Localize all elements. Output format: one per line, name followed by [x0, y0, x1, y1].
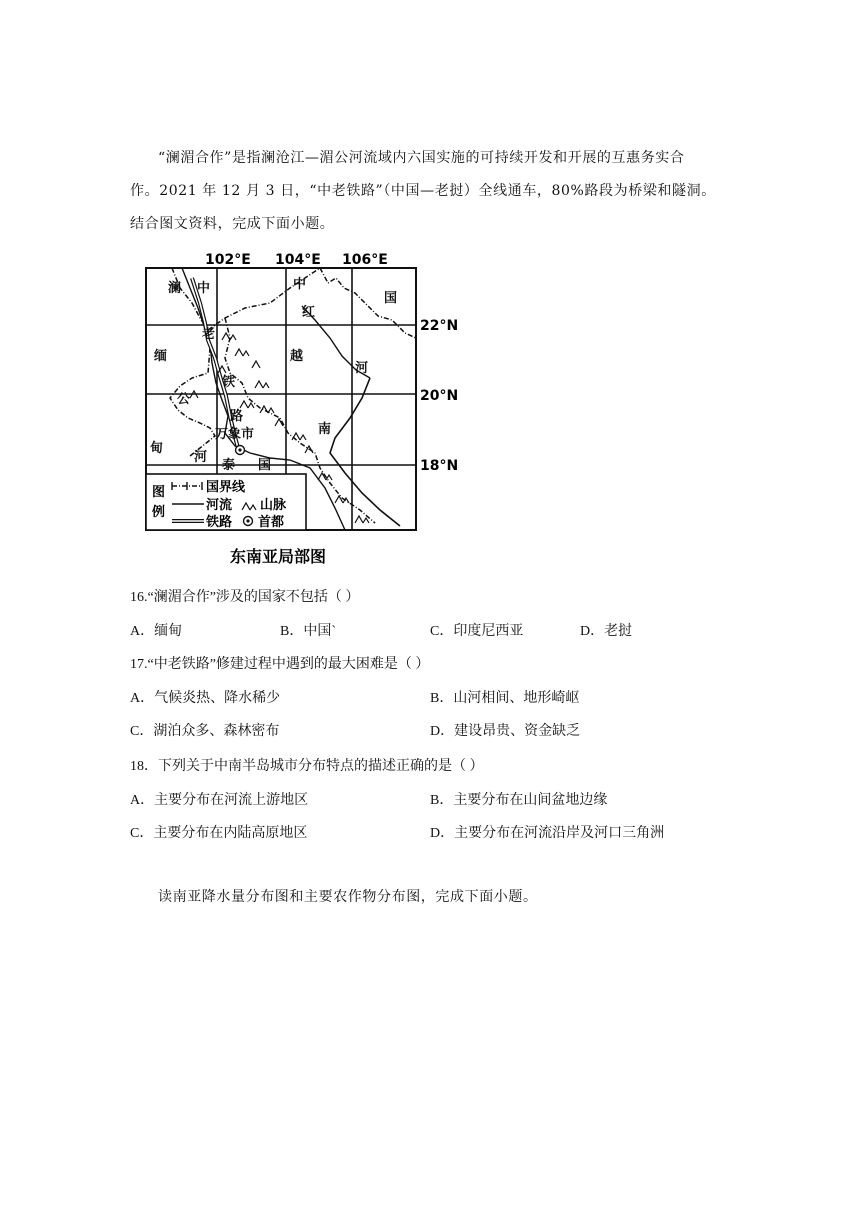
label-tie: 铁 — [222, 375, 236, 390]
lon-label-106: 106°E — [342, 252, 388, 268]
q16-option-a: A．缅甸 — [130, 624, 183, 639]
q17-option-a: A．气候炎热、降水稀少 — [130, 691, 281, 706]
label-gong: 公 — [177, 392, 191, 407]
label-lan: 澜 — [168, 281, 182, 296]
question-16-stem: 16.“澜湄合作”涉及的国家不包括（ ） — [130, 590, 360, 605]
q18-option-b: B．主要分布在山间盆地边缘 — [430, 793, 608, 808]
label-zhong-right: 中 — [293, 277, 307, 292]
label-lu: 路 — [230, 409, 244, 424]
intro-line-2: 作。2021 年 12 月 3 日，“中老铁路”（中国—老挝）全线通车，80%路段为桥梁和隧洞。 — [130, 183, 716, 199]
q16-option-b: B．中国` — [280, 624, 336, 639]
q18-option-c: C．主要分布在内陆高原地区 — [130, 826, 308, 841]
lon-label-102: 102°E — [205, 252, 251, 268]
legend-capital-label: 首都 — [258, 515, 285, 530]
label-mian: 缅 — [154, 349, 168, 364]
label-lao: 老 — [202, 327, 216, 342]
label-nan: 南 — [318, 422, 332, 437]
q16-option-d: D．老挝 — [580, 624, 633, 639]
label-guo: 国 — [384, 291, 398, 306]
label-yue: 越 — [290, 349, 304, 364]
legend-title-a: 图 — [152, 485, 166, 500]
label-tai: 泰 — [222, 458, 236, 473]
legend-border-label: 国界线 — [206, 480, 246, 495]
intro-line-1: “澜湄合作”是指澜沧江—湄公河流域内六国实施的可持续开发和开展的互惠务实合 — [158, 150, 685, 166]
question-18-stem: 18．下列关于中南半岛城市分布特点的描述正确的是（ ） — [130, 759, 484, 774]
q17-option-d: D．建设昂贵、资金缺乏 — [430, 724, 581, 739]
intro-line-3: 结合图文资料，完成下面小题。 — [130, 216, 335, 232]
lat-label-18: 18°N — [420, 458, 459, 474]
legend-title-b: 例 — [152, 505, 166, 520]
label-he-red: 河 — [355, 361, 369, 376]
intro-paragraph — [130, 142, 740, 241]
q18-option-a: A．主要分布在河流上游地区 — [130, 793, 309, 808]
coastline — [330, 378, 400, 526]
q17-option-b: B．山河相间、地形崎岖 — [430, 691, 580, 706]
map-legend — [146, 474, 306, 530]
label-hong: 红 — [302, 305, 316, 320]
legend-capital-symbol — [244, 517, 253, 526]
map-title: 东南亚局部图 — [230, 547, 327, 566]
label-he-mekong: 河 — [194, 450, 208, 465]
capital-marker-vientiane — [236, 446, 245, 455]
lat-label-22: 22°N — [420, 318, 459, 334]
next-section-intro — [130, 886, 538, 906]
lat-label-20: 20°N — [420, 388, 459, 404]
legend-river-label: 河流 — [206, 498, 233, 513]
question-17-stem: 17.“中老铁路”修建过程中遇到的最大困难是（ ） — [130, 657, 430, 672]
legend-railway-label: 铁路 — [206, 515, 233, 530]
label-dian: 甸 — [150, 441, 164, 456]
label-zhong-left: 中 — [197, 281, 211, 296]
q16-option-c: C．印度尼西亚 — [430, 624, 524, 639]
lon-label-104: 104°E — [275, 252, 321, 268]
q17-option-c: C．湖泊众多、森林密布 — [130, 724, 280, 739]
legend-mountain-label: 山脉 — [260, 498, 287, 513]
label-wanxiang: 万象市 — [215, 427, 255, 442]
label-guo-thai: 国 — [258, 458, 272, 473]
southeast-asia-map — [130, 248, 460, 573]
next-intro-text: 读南亚降水量分布图和主要农作物分布图，完成下面小题。 — [158, 889, 538, 905]
q18-option-d: D．主要分布在河流沿岸及河口三角洲 — [430, 826, 665, 841]
